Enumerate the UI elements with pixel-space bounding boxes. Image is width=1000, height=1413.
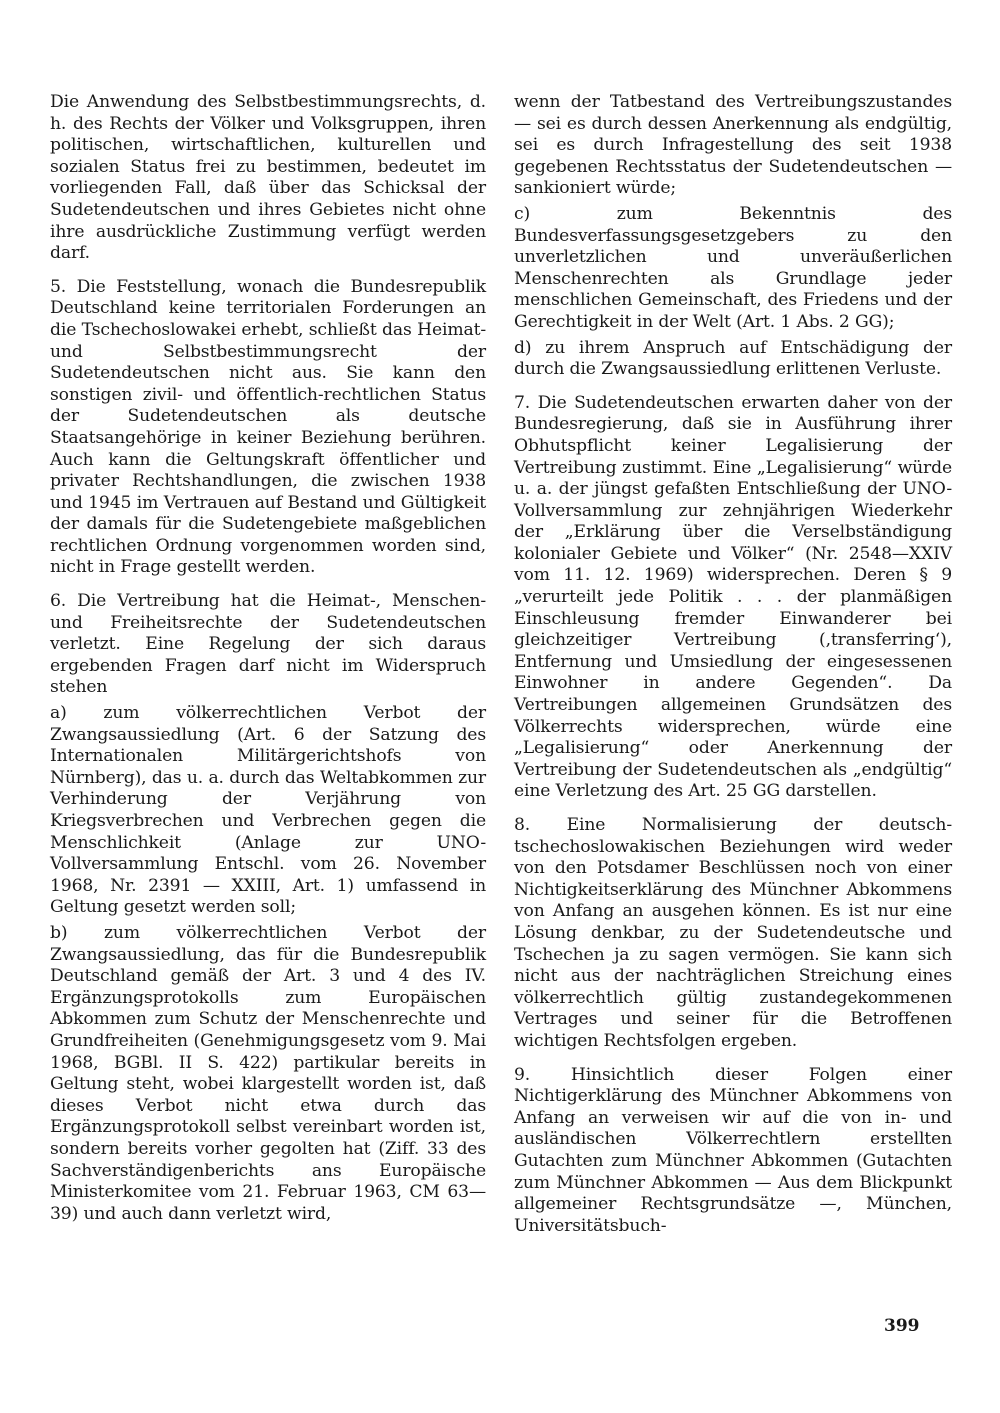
paragraph-self-determination: Die Anwendung des Selbstbestimmungsrechts, d. h. des Rechts der Völker und Volksgruppen, ihren politischen, wirtschaftlichen, kulturellen und sozialen Status frei zu bestimmen, bedeutet im vorliegenden Fall, daß über das Schicksal der Sudetendeutschen und ihres Gebietes nicht ohne ihre ausdrückliche Zustimmung verfügt werden darf. (50, 92, 486, 264)
paragraph-6a: a) zum völkerrechtlichen Verbot der Zwangsaussiedlung (Art. 6 der Satzung des Internationalen Militärgerichtshofs von Nürnberg), das u. a. durch das Weltabkommen zur Verhinderung der Verjährung von Kriegsverbrechen und Verbrechen gegen die Menschlichkeit (Anlage zur UNO-Vollversammlung Entschl. vom 26. November 1968, Nr. 2391 — XXIII, Art. 1) umfassend in Geltung gesetzt werden soll; (50, 703, 486, 918)
paragraph-7: 7. Die Sudetendeutschen erwarten daher von der Bundesregierung, daß sie in Ausführung ihrer Obhutspflicht keiner Legalisierung der Vertreibung zustimmt. Eine „Legalisierung“ würde u. a. der jüngst gefaßten Entschließung der UNO-Vollversammlung zur zehnjährigen Wiederkehr der „Erklärung über die Verselbständigung kolonialer Gebiete und Völker“ (Nr. 2548—XXIV vom 11. 12. 1969) widersprechen. Deren § 9 „verurteilt jede Politik . . . der planmäßigen Einschleusung fremder Einwanderer bei gleichzeitiger Vertreibung (‚transferring‘), Entfernung und Umsiedlung der eingesessenen Einwohner in andere Gegenden“. Da Vertreibungen allgemeinen Grundsätzen des Völkerrechts widersprechen, würde eine „Legalisierung“ oder Anerkennung der Vertreibung der Sudetendeutschen als „endgültig“ eine Verletzung des Art. 25 GG darstellen. (514, 392, 952, 802)
paragraph-6d: d) zu ihrem Anspruch auf Entschädigung der durch die Zwangsaussiedlung erlittenen Verluste. (514, 337, 952, 380)
paragraph-9: 9. Hinsichtlich dieser Folgen einer Nichtigerklärung des Münchner Abkommens von Anfang an verweisen wir auf die von in- und ausländischen Völkerrechtlern erstellten Gutachten zum Münchner Abkommen (Gutachten zum Münchner Abkommen — Aus dem Blickpunkt allgemeiner Rechtsgrundsätze —, München, Universitätsbuch- (514, 1064, 952, 1236)
right-column (514, 92, 952, 1249)
page-number: 399 (884, 1316, 920, 1336)
paragraph-6b-continued: wenn der Tatbestand des Vertreibungszustandes — sei es durch dessen Anerkennung als endgültig, sei es durch Infragestellung des seit 1938 gegebenen Rechtsstatus der Sudetendeutschen — sankioniert würde; (514, 92, 952, 199)
paragraph-6b: b) zum völkerrechtlichen Verbot der Zwangsaussiedlung, das für die Bundesrepublik Deutschland gemäß der Art. 3 und 4 des IV. Ergänzungsprotokolls zum Europäischen Abkommen zum Schutz der Menschenrechte und Grundfreiheiten (Genehmigungsgesetz vom 9. Mai 1968, BGBl. II S. 422) partikular bereits in Geltung steht, wobei klargestellt worden ist, daß dieses Verbot nicht etwa durch das Ergänzungsprotokoll selbst vereinbart worden ist, sondern bereits vorher gegolten hat (Ziff. 33 des Sachverständigenberichts ans Europäische Ministerkomitee vom 21. Februar 1963, CM 63—39) und auch dann verletzt wird, (50, 922, 486, 1224)
paragraph-5: 5. Die Feststellung, wonach die Bundesrepublik Deutschland keine territorialen Forderungen an die Tschechoslowakei erhebt, schließt das Heimat- und Selbstbestimmungsrecht der Sudetendeutschen nicht aus. Sie kann den sonstigen zivil- und öffentlich-rechtlichen Status der Sudetendeutschen als deutsche Staatsangehörige in keiner Beziehung berühren. Auch kann die Geltungskraft öffentlicher und privater Rechtshandlungen, die zwischen 1938 und 1945 im Vertrauen auf Bestand und Gültigkeit der damals für die Sudetengebiete maßgeblichen rechtlichen Ordnung vorgenommen worden sind, nicht in Frage gestellt werden. (50, 276, 486, 578)
paragraph-6: 6. Die Vertreibung hat die Heimat-, Menschen- und Freiheitsrechte der Sudetendeutschen verletzt. Eine Regelung der sich daraus ergebenden Fragen darf nicht im Widerspruch stehen (50, 591, 486, 698)
paragraph-8: 8. Eine Normalisierung der deutsch-tschechoslowakischen Beziehungen wird weder von den Potsdamer Beschlüssen noch von einer Nichtigkeitserklärung des Münchner Abkommens von Anfang an ausgehen können. Es ist nur eine Lösung denkbar, zu der Sudetendeutsche und Tschechen ja zu sagen vermögen. Sie kann sich nicht aus der nachträglichen Streichung eines völkerrechtlich gültig zustandegekommenen Vertrages und seiner für die Betroffenen wichtigen Rechtsfolgen ergeben. (514, 815, 952, 1051)
paragraph-6c: c) zum Bekenntnis des Bundesverfassungsgesetzgebers zu den unverletzlichen und unveräußerlichen Menschenrechten als Grundlage jeder menschlichen Gemeinschaft, des Friedens und der Gerechtigkeit in der Welt (Art. 1 Abs. 2 GG); (514, 203, 952, 332)
left-column (50, 92, 486, 1229)
